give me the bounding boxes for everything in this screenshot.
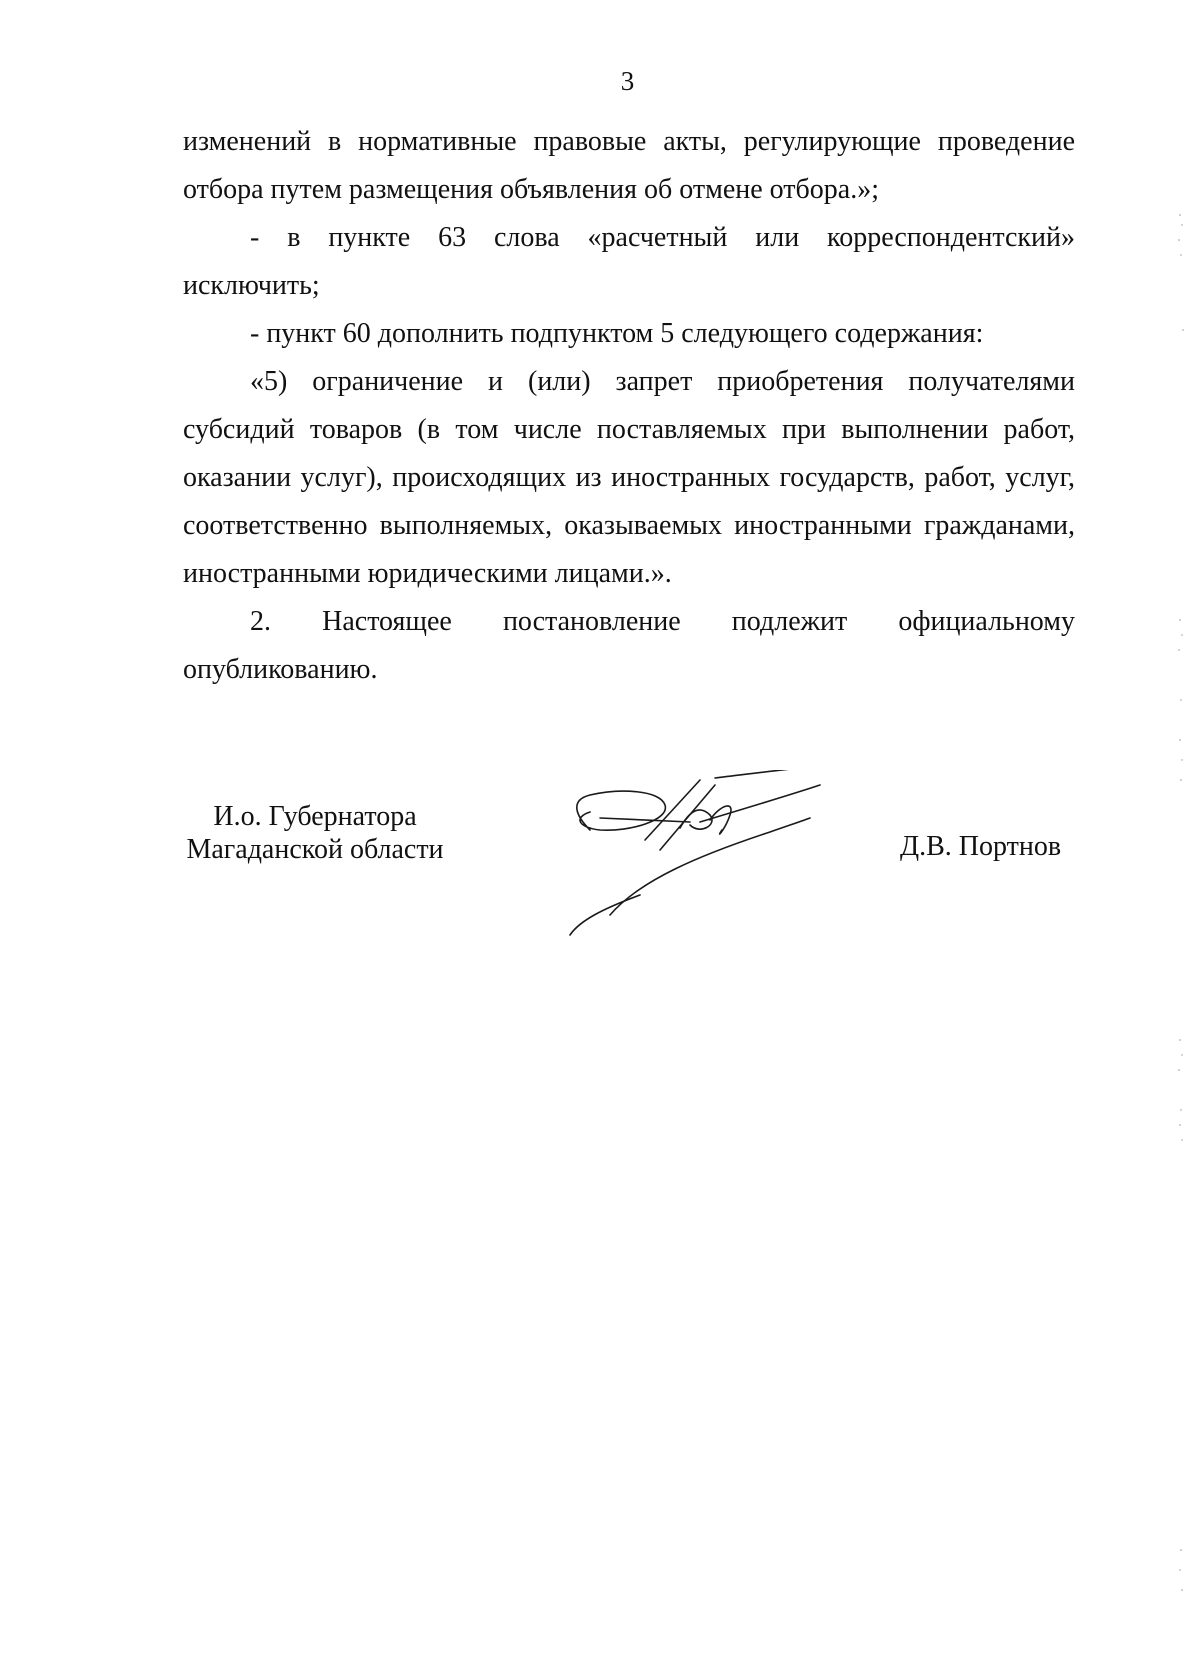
paragraph-line: 2. Настоящее постановление подлежит официальному	[250, 606, 1075, 637]
signer-position	[175, 800, 455, 866]
paragraph-line: соответственно выполняемых, оказываемых иностранными гражданами,	[183, 510, 1075, 541]
paragraph-line: опубликованию.	[183, 654, 378, 685]
page-number: 3	[620, 66, 635, 96]
signer-position-line: Магаданской области	[186, 834, 444, 865]
document-body	[183, 118, 1075, 694]
paragraph-line: исключить;	[183, 270, 320, 301]
paragraph-line: отбора путем размещения объявления об отмене отбора.»;	[183, 174, 879, 205]
paragraph-line: субсидий товаров (в том числе поставляемых при выполнении работ,	[183, 414, 1075, 445]
paragraph-line: «5) ограничение и (или) запрет приобретения получателями	[250, 366, 1075, 397]
handwritten-signature	[550, 770, 850, 950]
signer-position-line: И.о. Губернатора	[213, 801, 417, 832]
paragraph-line: - в пункте 63 слова «расчетный или корреспондентский»	[250, 222, 1075, 253]
paragraph-line: изменений в нормативные правовые акты, регулирующие проведение	[183, 126, 1075, 157]
paragraph-line: - пункт 60 дополнить подпунктом 5 следующего содержания:	[250, 318, 984, 349]
scan-artifact-dots	[1160, 0, 1200, 1656]
paragraph-line: иностранными юридическими лицами.».	[183, 558, 672, 589]
paragraph-line: оказании услуг), происходящих из иностранных государств, работ, услуг,	[183, 462, 1075, 493]
signer-name: Д.В. Портнов	[900, 831, 1062, 862]
